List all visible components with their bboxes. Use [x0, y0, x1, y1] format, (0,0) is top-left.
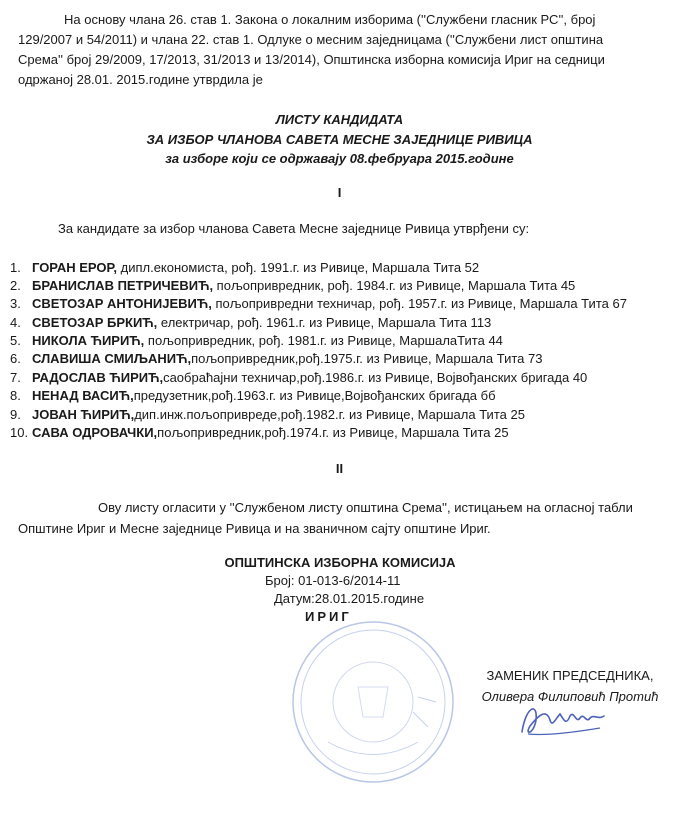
candidate-number: 9.	[10, 407, 21, 422]
candidate-name: РАДОСЛАВ ЋИРИЋ,	[32, 370, 164, 385]
candidate-number: 10.	[10, 425, 29, 440]
candidate-name: НИКОЛА ЋИРИЋ,	[32, 333, 145, 348]
candidate-details: електричар, рођ. 1961.г. из Ривице, Маршала Тита 113	[157, 315, 492, 330]
candidate-details: пољопривредни техничар, рођ. 1957.г. из Ривице, Маршала Тита 67	[211, 296, 627, 311]
candidate-number: 8.	[10, 388, 21, 403]
candidate-number: 1.	[10, 260, 21, 275]
candidate-item	[10, 387, 670, 405]
closing-paragraph	[18, 497, 658, 539]
commission-name: ОПШТИНСКА ИЗБОРНА КОМИСИЈА	[224, 555, 456, 570]
intro-line: Срема'' број 29/2009, 17/2013, 31/2013 и 13/2014), Општинска изборна комисија Ириг на седници	[18, 52, 605, 67]
candidate-details: пољопривредник, рођ. 1981.г. из Ривице, МаршалаТита 44	[144, 333, 503, 348]
candidate-number: 7.	[10, 370, 21, 385]
document-date: Датум:28.01.2015.године	[274, 591, 425, 606]
candidates-intro: За кандидате за избор чланова Савета Месне заједнице Ривица утврђени су:	[58, 221, 530, 236]
candidate-name: ГОРАН ЕРОР,	[32, 260, 117, 275]
candidate-item	[10, 332, 670, 350]
candidate-name: ЈОВАН ЋИРИЋ,	[32, 407, 135, 422]
candidate-name: САВА ОДРОВАЧКИ,	[32, 425, 158, 440]
candidate-details: саобраћајни техничар,рођ.1986.г. из Ривице, Војвођанских бригада 40	[163, 370, 588, 385]
candidate-item	[10, 314, 670, 332]
document-title: ЛИСТУ КАНДИДАТА	[275, 112, 404, 127]
official-seal-icon	[288, 617, 458, 787]
candidate-number: 5.	[10, 333, 21, 348]
candidate-item	[10, 406, 670, 424]
candidate-name: СВЕТОЗАР АНТОНИЈЕВИЋ,	[32, 296, 212, 311]
candidate-name: СВЕТОЗАР БРКИЋ,	[32, 315, 158, 330]
candidate-details: пољопривредник, рођ. 1984.г. из Ривице, Маршала Тита 45	[213, 278, 576, 293]
candidate-number: 3.	[10, 296, 21, 311]
candidate-details: дипл.економиста, рођ. 1991.г. из Ривице, Маршала Тита 52	[117, 260, 480, 275]
candidate-details: пољопривредник,рођ.1974.г. из Ривице, Маршала Тита 25	[157, 425, 509, 440]
candidate-details: предузетник,рођ.1963.г. из Ривице,Војвођанских бригада бб	[133, 388, 496, 403]
candidate-name: СЛАВИША СМИЉАНИЋ,	[32, 351, 192, 366]
candidate-item	[10, 259, 670, 277]
candidate-name: НЕНАД ВАСИЋ,	[32, 388, 134, 403]
candidate-item	[10, 277, 670, 295]
deputy-name: Оливера Филиповић Протић	[481, 689, 659, 704]
candidate-details: пољопривредник,рођ.1975.г. из Ривице, Маршала Тита 73	[191, 351, 543, 366]
candidate-item	[10, 350, 670, 368]
deputy-title: ЗАМЕНИК ПРЕДСЕДНИКА,	[486, 668, 654, 683]
section-number-2: II	[335, 461, 344, 476]
candidate-item	[10, 424, 670, 442]
intro-paragraph	[18, 10, 658, 90]
candidate-number: 2.	[10, 278, 21, 293]
candidate-number: 4.	[10, 315, 21, 330]
intro-line: 129/2007 и 54/2011) и члана 22. став 1. Одлуке о месним заједницама (''Службени лист општина	[18, 32, 604, 47]
place-name: ИРИГ	[305, 609, 352, 624]
election-date-line: за изборе који се одржавају 08.фебруара 2015.године	[165, 151, 514, 166]
candidate-name: БРАНИСЛАВ ПЕТРИЧЕВИЋ,	[32, 278, 214, 293]
section-number-1: I	[337, 185, 342, 200]
intro-line: одржаној 28.01. 2015.године утврдила је	[18, 72, 263, 87]
candidate-details: дип.инж.пољопривреде,рођ.1982.г. из Ривице, Маршала Тита 25	[134, 407, 525, 422]
candidate-number: 6.	[10, 351, 21, 366]
document-subtitle: ЗА ИЗБОР ЧЛАНОВА САВЕТА МЕСНЕ ЗАЈЕДНИЦЕ РИВИЦА	[146, 132, 533, 147]
candidate-item	[10, 295, 670, 313]
closing-line: Ову листу огласити у ''Службеном листу општина Срема'', истицањем на огласној табли	[98, 500, 633, 515]
closing-line: Општине Ириг и Месне заједнице Ривица и на званичном сајту општине Ириг.	[18, 521, 491, 536]
document-number: Број: 01-013-6/2014-11	[265, 573, 401, 588]
intro-line: На основу члана 26. став 1. Закона о локалним изборима (''Службени гласник РС'', број	[64, 12, 596, 27]
handwritten-signature-icon	[516, 698, 608, 740]
candidate-item	[10, 369, 670, 387]
